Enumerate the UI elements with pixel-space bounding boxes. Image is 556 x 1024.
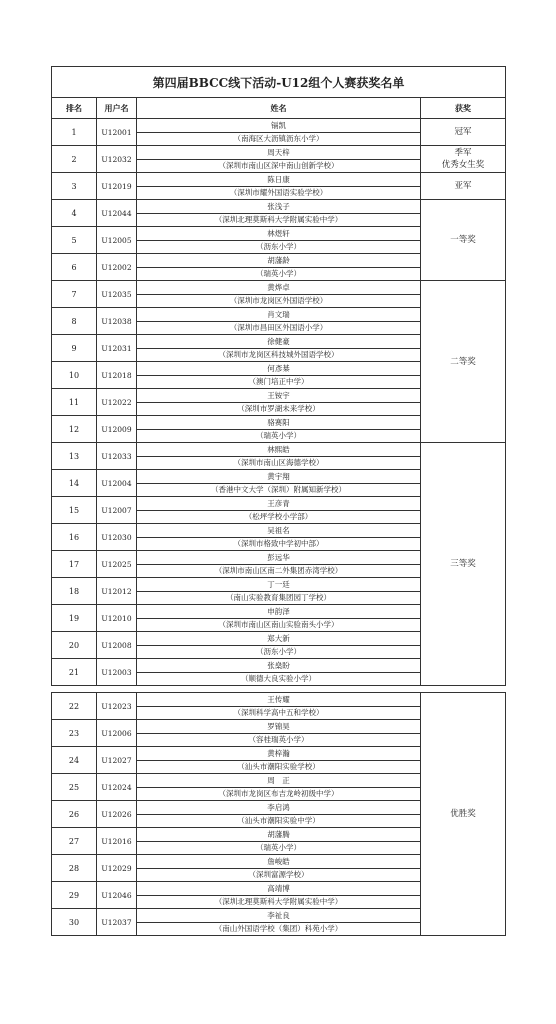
rank-cell: 11 bbox=[52, 389, 97, 416]
school-name-cell: （容桂瑞英小学） bbox=[137, 733, 421, 747]
username-cell: U12003 bbox=[97, 659, 137, 686]
rank-cell: 9 bbox=[52, 335, 97, 362]
rank-cell: 6 bbox=[52, 254, 97, 281]
rank-cell: 3 bbox=[52, 173, 97, 200]
username-cell: U12018 bbox=[97, 362, 137, 389]
school-name-cell: （松坪学校小学部） bbox=[137, 510, 421, 524]
username-cell: U12023 bbox=[97, 693, 137, 720]
username-cell: U12002 bbox=[97, 254, 137, 281]
award-cell bbox=[421, 693, 506, 936]
school-name-cell: （深圳市昌田区外国语小学） bbox=[137, 321, 421, 335]
rank-cell: 22 bbox=[52, 693, 97, 720]
school-name-cell: （汕头市潮阳实验中学） bbox=[137, 814, 421, 828]
rank-cell: 5 bbox=[52, 227, 97, 254]
school-name-cell: （深圳北理莫斯科大学附属实验中学） bbox=[137, 895, 421, 909]
username-cell: U12001 bbox=[97, 119, 137, 146]
award-label: 优胜奖 bbox=[450, 809, 476, 819]
school-name-cell: （汕头市潮阳实验学校） bbox=[137, 760, 421, 774]
student-name-cell: 黄梓瀚 bbox=[137, 747, 421, 761]
student-name-cell: 林熙皓 bbox=[137, 443, 421, 457]
username-cell: U12027 bbox=[97, 747, 137, 774]
header-award: 获奖 bbox=[421, 98, 506, 119]
school-name-cell: （瑞英小学） bbox=[137, 841, 421, 855]
username-cell: U12025 bbox=[97, 551, 137, 578]
school-name-cell: （深圳科学高中五和学校） bbox=[137, 706, 421, 720]
school-name-cell: （南山外国语学校（集团）科苑小学） bbox=[137, 922, 421, 936]
table-row bbox=[52, 146, 506, 160]
username-cell: U12033 bbox=[97, 443, 137, 470]
rank-cell: 30 bbox=[52, 909, 97, 936]
username-cell: U12030 bbox=[97, 524, 137, 551]
school-name-cell: （深圳市南山区海德学校） bbox=[137, 456, 421, 470]
rank-cell: 24 bbox=[52, 747, 97, 774]
username-cell: U12005 bbox=[97, 227, 137, 254]
award-cell bbox=[421, 119, 506, 146]
school-name-cell: （南山实验教育集团园丁学校） bbox=[137, 591, 421, 605]
username-cell: U12046 bbox=[97, 882, 137, 909]
page-title: 第四届BBCC线下活动-U12组个人赛获奖名单 bbox=[52, 67, 506, 98]
school-name-cell: （深圳市龙岗区科技城外国语学校） bbox=[137, 348, 421, 362]
rank-cell: 14 bbox=[52, 470, 97, 497]
username-cell: U12038 bbox=[97, 308, 137, 335]
school-name-cell: （香港中文大学（深圳）附属知新学校） bbox=[137, 483, 421, 497]
header-name: 姓名 bbox=[137, 98, 421, 119]
school-name-cell: （瑞英小学） bbox=[137, 267, 421, 281]
student-name-cell: 周天梓 bbox=[137, 146, 421, 160]
rank-cell: 2 bbox=[52, 146, 97, 173]
header-rank: 排名 bbox=[52, 98, 97, 119]
student-name-cell: 吴祖名 bbox=[137, 524, 421, 538]
username-cell: U12004 bbox=[97, 470, 137, 497]
student-name-cell: 骆赛阳 bbox=[137, 416, 421, 430]
student-name-cell: 黄宇翔 bbox=[137, 470, 421, 484]
school-name-cell: （深圳市耀外国语实验学校） bbox=[137, 186, 421, 200]
rank-cell: 8 bbox=[52, 308, 97, 335]
student-name-cell: 胡藩腾 bbox=[137, 828, 421, 842]
student-name-cell: 周 正 bbox=[137, 774, 421, 788]
award-cell bbox=[421, 146, 506, 173]
username-cell: U12007 bbox=[97, 497, 137, 524]
rank-cell: 18 bbox=[52, 578, 97, 605]
username-cell: U12022 bbox=[97, 389, 137, 416]
username-cell: U12008 bbox=[97, 632, 137, 659]
award-cell bbox=[421, 200, 506, 281]
header-user: 用户名 bbox=[97, 98, 137, 119]
school-name-cell: （深圳市龙岗区外国语学校） bbox=[137, 294, 421, 308]
student-name-cell: 肖文瑞 bbox=[137, 308, 421, 322]
rank-cell: 23 bbox=[52, 720, 97, 747]
table-row bbox=[52, 281, 506, 295]
rank-cell: 27 bbox=[52, 828, 97, 855]
school-name-cell: （澳门培正中学） bbox=[137, 375, 421, 389]
award-label: 二等奖 bbox=[450, 356, 476, 367]
student-name-cell: 王彦青 bbox=[137, 497, 421, 511]
student-name-cell: 申韵泽 bbox=[137, 605, 421, 619]
username-cell: U12019 bbox=[97, 173, 137, 200]
award-label: 亚军 bbox=[454, 181, 472, 191]
student-name-cell: 郑大新 bbox=[137, 632, 421, 646]
school-name-cell: （顺德大良实验小学） bbox=[137, 672, 421, 686]
student-name-cell: 高靖博 bbox=[137, 882, 421, 896]
school-name-cell: （深圳市南山区南山实验南头小学） bbox=[137, 618, 421, 632]
rank-cell: 25 bbox=[52, 774, 97, 801]
username-cell: U12035 bbox=[97, 281, 137, 308]
school-name-cell: （沥东小学） bbox=[137, 645, 421, 659]
student-name-cell: 林煜轩 bbox=[137, 227, 421, 241]
student-name-cell: 张浅子 bbox=[137, 200, 421, 214]
award-table-bottom bbox=[51, 692, 506, 936]
school-name-cell: （深圳富源学校） bbox=[137, 868, 421, 882]
username-cell: U12031 bbox=[97, 335, 137, 362]
table-row bbox=[52, 443, 506, 457]
rank-cell: 28 bbox=[52, 855, 97, 882]
student-name-cell: 胡藩龄 bbox=[137, 254, 421, 268]
rank-cell: 1 bbox=[52, 119, 97, 146]
school-name-cell: （深圳市格致中学初中部） bbox=[137, 537, 421, 551]
rank-cell: 26 bbox=[52, 801, 97, 828]
award-cell bbox=[421, 173, 506, 200]
school-name-cell: （瑞英小学） bbox=[137, 429, 421, 443]
award-label: 优秀女生奖 bbox=[441, 160, 485, 170]
username-cell: U12010 bbox=[97, 605, 137, 632]
rank-cell: 13 bbox=[52, 443, 97, 470]
table-row bbox=[52, 200, 506, 214]
award-cell bbox=[421, 443, 506, 686]
award-label: 冠军 bbox=[454, 127, 472, 137]
username-cell: U12016 bbox=[97, 828, 137, 855]
student-name-cell: 陈日康 bbox=[137, 173, 421, 187]
school-name-cell: （沥东小学） bbox=[137, 240, 421, 254]
school-name-cell: （南海区大沥镇沥东小学） bbox=[137, 132, 421, 146]
rank-cell: 16 bbox=[52, 524, 97, 551]
table-row bbox=[52, 173, 506, 187]
student-name-cell: 黄烨卓 bbox=[137, 281, 421, 295]
table-row bbox=[52, 693, 506, 707]
rank-cell: 17 bbox=[52, 551, 97, 578]
award-label: 一等奖 bbox=[450, 235, 476, 245]
award-table-top bbox=[51, 66, 506, 686]
student-name-cell: 罗锦昊 bbox=[137, 720, 421, 734]
school-name-cell: （深圳北理莫斯科大学附属实验中学） bbox=[137, 213, 421, 227]
rank-cell: 12 bbox=[52, 416, 97, 443]
student-name-cell: 李祉良 bbox=[137, 909, 421, 923]
school-name-cell: （深圳市南山区南二外集团赤湾学校） bbox=[137, 564, 421, 578]
award-list-sheet bbox=[51, 66, 505, 936]
rank-cell: 20 bbox=[52, 632, 97, 659]
school-name-cell: （深圳市罗湖未来学校） bbox=[137, 402, 421, 416]
award-cell bbox=[421, 281, 506, 443]
award-label: 季军 bbox=[454, 148, 472, 158]
rank-cell: 29 bbox=[52, 882, 97, 909]
username-cell: U12044 bbox=[97, 200, 137, 227]
username-cell: U12026 bbox=[97, 801, 137, 828]
student-name-cell: 王传耀 bbox=[137, 693, 421, 707]
rank-cell: 19 bbox=[52, 605, 97, 632]
rank-cell: 15 bbox=[52, 497, 97, 524]
rank-cell: 21 bbox=[52, 659, 97, 686]
username-cell: U12029 bbox=[97, 855, 137, 882]
school-name-cell: （深圳市龙岗区布吉龙岭初级中学） bbox=[137, 787, 421, 801]
student-name-cell: 徐健豪 bbox=[137, 335, 421, 349]
student-name-cell: 丁一廷 bbox=[137, 578, 421, 592]
student-name-cell: 詹峻皓 bbox=[137, 855, 421, 869]
rank-cell: 7 bbox=[52, 281, 97, 308]
student-name-cell: 张燊盼 bbox=[137, 659, 421, 673]
table-row bbox=[52, 119, 506, 133]
username-cell: U12032 bbox=[97, 146, 137, 173]
rank-cell: 4 bbox=[52, 200, 97, 227]
username-cell: U12009 bbox=[97, 416, 137, 443]
student-name-cell: 镉凯 bbox=[137, 119, 421, 133]
student-name-cell: 彭远华 bbox=[137, 551, 421, 565]
username-cell: U12037 bbox=[97, 909, 137, 936]
student-name-cell: 李启鸿 bbox=[137, 801, 421, 815]
award-label: 三等奖 bbox=[450, 559, 476, 569]
username-cell: U12006 bbox=[97, 720, 137, 747]
school-name-cell: （深圳市南山区深中南山创新学校） bbox=[137, 159, 421, 173]
student-name-cell: 王铵宇 bbox=[137, 389, 421, 403]
username-cell: U12024 bbox=[97, 774, 137, 801]
student-name-cell: 何彥棊 bbox=[137, 362, 421, 376]
username-cell: U12012 bbox=[97, 578, 137, 605]
rank-cell: 10 bbox=[52, 362, 97, 389]
